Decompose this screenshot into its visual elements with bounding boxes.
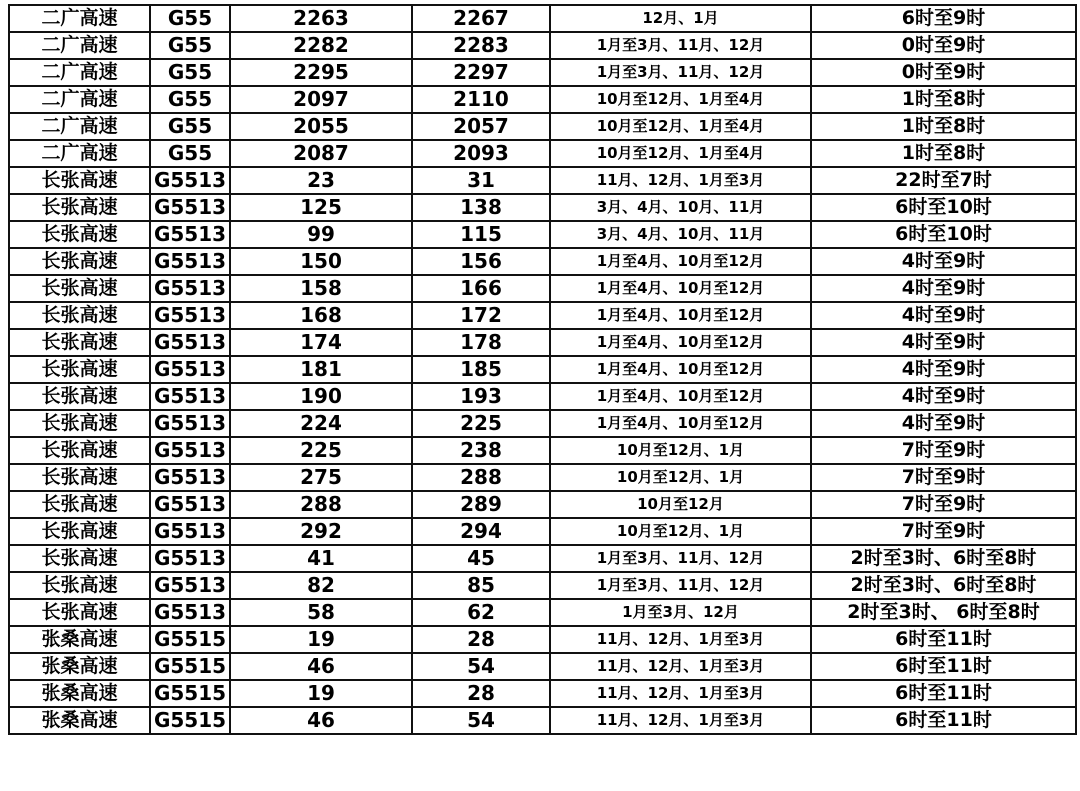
road-name-cell: 张桑高速 <box>9 707 150 734</box>
table-row <box>9 302 1076 329</box>
road-name-cell: 张桑高速 <box>9 653 150 680</box>
road-name-cell: 二广高速 <box>9 140 150 167</box>
table-row <box>9 383 1076 410</box>
hours-cell: 4时至9时 <box>811 275 1076 302</box>
road-code-cell: G5513 <box>150 248 230 275</box>
road-code-cell: G5513 <box>150 572 230 599</box>
road-name-cell: 长张高速 <box>9 518 150 545</box>
months-cell: 11月、12月、1月至3月 <box>550 626 811 653</box>
months-cell: 1月至4月、10月至12月 <box>550 248 811 275</box>
months-cell: 1月至4月、10月至12月 <box>550 275 811 302</box>
road-name-cell: 长张高速 <box>9 572 150 599</box>
table-row <box>9 491 1076 518</box>
hours-cell: 0时至9时 <box>811 59 1076 86</box>
table-row <box>9 545 1076 572</box>
end-stake-cell: 156 <box>412 248 550 275</box>
road-name-cell: 长张高速 <box>9 275 150 302</box>
months-cell: 11月、12月、1月至3月 <box>550 167 811 194</box>
table-row <box>9 140 1076 167</box>
months-cell: 10月至12月、1月至4月 <box>550 113 811 140</box>
table-row <box>9 653 1076 680</box>
end-stake-cell: 288 <box>412 464 550 491</box>
hours-cell: 6时至9时 <box>811 5 1076 32</box>
months-cell: 1月至3月、12月 <box>550 599 811 626</box>
months-cell: 11月、12月、1月至3月 <box>550 680 811 707</box>
hours-cell: 7时至9时 <box>811 437 1076 464</box>
months-cell: 12月、1月 <box>550 5 811 32</box>
road-name-cell: 长张高速 <box>9 410 150 437</box>
end-stake-cell: 85 <box>412 572 550 599</box>
road-code-cell: G55 <box>150 59 230 86</box>
table-row <box>9 221 1076 248</box>
road-code-cell: G5515 <box>150 626 230 653</box>
table-row <box>9 329 1076 356</box>
start-stake-cell: 2295 <box>230 59 412 86</box>
road-name-cell: 长张高速 <box>9 437 150 464</box>
road-code-cell: G55 <box>150 113 230 140</box>
months-cell: 10月至12月、1月至4月 <box>550 86 811 113</box>
hours-cell: 2时至3时、6时至8时 <box>811 572 1076 599</box>
table-row <box>9 464 1076 491</box>
months-cell: 11月、12月、1月至3月 <box>550 707 811 734</box>
months-cell: 1月至4月、10月至12月 <box>550 356 811 383</box>
table-row <box>9 437 1076 464</box>
road-name-cell: 长张高速 <box>9 491 150 518</box>
end-stake-cell: 28 <box>412 680 550 707</box>
hours-cell: 4时至9时 <box>811 410 1076 437</box>
start-stake-cell: 99 <box>230 221 412 248</box>
table-row <box>9 275 1076 302</box>
road-name-cell: 长张高速 <box>9 356 150 383</box>
hours-cell: 6时至11时 <box>811 653 1076 680</box>
start-stake-cell: 19 <box>230 626 412 653</box>
hours-cell: 4时至9时 <box>811 248 1076 275</box>
hours-cell: 7时至9时 <box>811 491 1076 518</box>
table-row <box>9 167 1076 194</box>
start-stake-cell: 2282 <box>230 32 412 59</box>
road-name-cell: 张桑高速 <box>9 626 150 653</box>
table-row <box>9 86 1076 113</box>
hours-cell: 2时至3时、 6时至8时 <box>811 599 1076 626</box>
road-name-cell: 二广高速 <box>9 5 150 32</box>
end-stake-cell: 2110 <box>412 86 550 113</box>
months-cell: 1月至4月、10月至12月 <box>550 410 811 437</box>
road-code-cell: G5513 <box>150 410 230 437</box>
road-code-cell: G5513 <box>150 356 230 383</box>
hours-cell: 4时至9时 <box>811 356 1076 383</box>
hours-cell: 6时至11时 <box>811 707 1076 734</box>
end-stake-cell: 294 <box>412 518 550 545</box>
road-name-cell: 二广高速 <box>9 59 150 86</box>
road-code-cell: G5513 <box>150 437 230 464</box>
months-cell: 10月至12月、1月 <box>550 437 811 464</box>
end-stake-cell: 289 <box>412 491 550 518</box>
start-stake-cell: 292 <box>230 518 412 545</box>
start-stake-cell: 174 <box>230 329 412 356</box>
start-stake-cell: 2087 <box>230 140 412 167</box>
road-code-cell: G5513 <box>150 275 230 302</box>
table-row <box>9 518 1076 545</box>
months-cell: 3月、4月、10月、11月 <box>550 194 811 221</box>
start-stake-cell: 288 <box>230 491 412 518</box>
road-name-cell: 长张高速 <box>9 167 150 194</box>
start-stake-cell: 125 <box>230 194 412 221</box>
hours-cell: 7时至9时 <box>811 518 1076 545</box>
road-name-cell: 长张高速 <box>9 302 150 329</box>
months-cell: 1月至4月、10月至12月 <box>550 383 811 410</box>
road-section-table <box>8 4 1077 735</box>
start-stake-cell: 2097 <box>230 86 412 113</box>
hours-cell: 1时至8时 <box>811 140 1076 167</box>
hours-cell: 6时至10时 <box>811 221 1076 248</box>
end-stake-cell: 31 <box>412 167 550 194</box>
table-row <box>9 194 1076 221</box>
road-code-cell: G55 <box>150 86 230 113</box>
hours-cell: 4时至9时 <box>811 383 1076 410</box>
months-cell: 1月至3月、11月、12月 <box>550 32 811 59</box>
months-cell: 1月至4月、10月至12月 <box>550 302 811 329</box>
start-stake-cell: 58 <box>230 599 412 626</box>
road-code-cell: G55 <box>150 5 230 32</box>
start-stake-cell: 46 <box>230 707 412 734</box>
hours-cell: 7时至9时 <box>811 464 1076 491</box>
table-body <box>9 5 1076 734</box>
table-row <box>9 572 1076 599</box>
table-row <box>9 626 1076 653</box>
end-stake-cell: 115 <box>412 221 550 248</box>
road-name-cell: 长张高速 <box>9 329 150 356</box>
end-stake-cell: 2283 <box>412 32 550 59</box>
start-stake-cell: 225 <box>230 437 412 464</box>
start-stake-cell: 224 <box>230 410 412 437</box>
hours-cell: 6时至11时 <box>811 680 1076 707</box>
road-code-cell: G5513 <box>150 302 230 329</box>
hours-cell: 4时至9时 <box>811 329 1076 356</box>
start-stake-cell: 190 <box>230 383 412 410</box>
start-stake-cell: 2263 <box>230 5 412 32</box>
road-code-cell: G5515 <box>150 680 230 707</box>
months-cell: 10月至12月、1月 <box>550 464 811 491</box>
road-code-cell: G5513 <box>150 167 230 194</box>
road-code-cell: G55 <box>150 32 230 59</box>
hours-cell: 1时至8时 <box>811 86 1076 113</box>
end-stake-cell: 166 <box>412 275 550 302</box>
hours-cell: 22时至7时 <box>811 167 1076 194</box>
road-name-cell: 长张高速 <box>9 545 150 572</box>
road-code-cell: G5513 <box>150 383 230 410</box>
table-row <box>9 356 1076 383</box>
end-stake-cell: 238 <box>412 437 550 464</box>
table-row <box>9 410 1076 437</box>
road-code-cell: G5513 <box>150 464 230 491</box>
months-cell: 11月、12月、1月至3月 <box>550 653 811 680</box>
end-stake-cell: 2297 <box>412 59 550 86</box>
start-stake-cell: 158 <box>230 275 412 302</box>
road-name-cell: 长张高速 <box>9 599 150 626</box>
road-code-cell: G55 <box>150 140 230 167</box>
hours-cell: 6时至11时 <box>811 626 1076 653</box>
road-name-cell: 长张高速 <box>9 194 150 221</box>
table-row <box>9 680 1076 707</box>
start-stake-cell: 82 <box>230 572 412 599</box>
table-row <box>9 707 1076 734</box>
end-stake-cell: 185 <box>412 356 550 383</box>
road-code-cell: G5513 <box>150 329 230 356</box>
road-name-cell: 二广高速 <box>9 113 150 140</box>
end-stake-cell: 2057 <box>412 113 550 140</box>
months-cell: 1月至3月、11月、12月 <box>550 59 811 86</box>
hours-cell: 2时至3时、6时至8时 <box>811 545 1076 572</box>
table-row <box>9 5 1076 32</box>
end-stake-cell: 45 <box>412 545 550 572</box>
road-code-cell: G5513 <box>150 599 230 626</box>
table-container <box>8 4 1075 735</box>
months-cell: 10月至12月、1月 <box>550 518 811 545</box>
months-cell: 3月、4月、10月、11月 <box>550 221 811 248</box>
road-code-cell: G5513 <box>150 518 230 545</box>
road-name-cell: 长张高速 <box>9 221 150 248</box>
table-row <box>9 59 1076 86</box>
months-cell: 10月至12月、1月至4月 <box>550 140 811 167</box>
road-name-cell: 二广高速 <box>9 32 150 59</box>
end-stake-cell: 225 <box>412 410 550 437</box>
end-stake-cell: 178 <box>412 329 550 356</box>
end-stake-cell: 54 <box>412 707 550 734</box>
table-row <box>9 32 1076 59</box>
road-code-cell: G5513 <box>150 545 230 572</box>
end-stake-cell: 193 <box>412 383 550 410</box>
end-stake-cell: 62 <box>412 599 550 626</box>
table-row <box>9 599 1076 626</box>
start-stake-cell: 41 <box>230 545 412 572</box>
start-stake-cell: 19 <box>230 680 412 707</box>
hours-cell: 4时至9时 <box>811 302 1076 329</box>
months-cell: 1月至3月、11月、12月 <box>550 545 811 572</box>
road-code-cell: G5515 <box>150 707 230 734</box>
start-stake-cell: 168 <box>230 302 412 329</box>
start-stake-cell: 23 <box>230 167 412 194</box>
start-stake-cell: 275 <box>230 464 412 491</box>
months-cell: 10月至12月 <box>550 491 811 518</box>
road-code-cell: G5513 <box>150 221 230 248</box>
road-name-cell: 二广高速 <box>9 86 150 113</box>
end-stake-cell: 28 <box>412 626 550 653</box>
hours-cell: 1时至8时 <box>811 113 1076 140</box>
road-code-cell: G5513 <box>150 194 230 221</box>
table-row <box>9 113 1076 140</box>
end-stake-cell: 2267 <box>412 5 550 32</box>
end-stake-cell: 2093 <box>412 140 550 167</box>
road-name-cell: 长张高速 <box>9 464 150 491</box>
start-stake-cell: 150 <box>230 248 412 275</box>
hours-cell: 6时至10时 <box>811 194 1076 221</box>
months-cell: 1月至4月、10月至12月 <box>550 329 811 356</box>
end-stake-cell: 172 <box>412 302 550 329</box>
road-name-cell: 长张高速 <box>9 383 150 410</box>
end-stake-cell: 54 <box>412 653 550 680</box>
start-stake-cell: 181 <box>230 356 412 383</box>
end-stake-cell: 138 <box>412 194 550 221</box>
road-name-cell: 长张高速 <box>9 248 150 275</box>
road-code-cell: G5515 <box>150 653 230 680</box>
hours-cell: 0时至9时 <box>811 32 1076 59</box>
start-stake-cell: 46 <box>230 653 412 680</box>
road-code-cell: G5513 <box>150 491 230 518</box>
start-stake-cell: 2055 <box>230 113 412 140</box>
road-name-cell: 张桑高速 <box>9 680 150 707</box>
months-cell: 1月至3月、11月、12月 <box>550 572 811 599</box>
table-row <box>9 248 1076 275</box>
